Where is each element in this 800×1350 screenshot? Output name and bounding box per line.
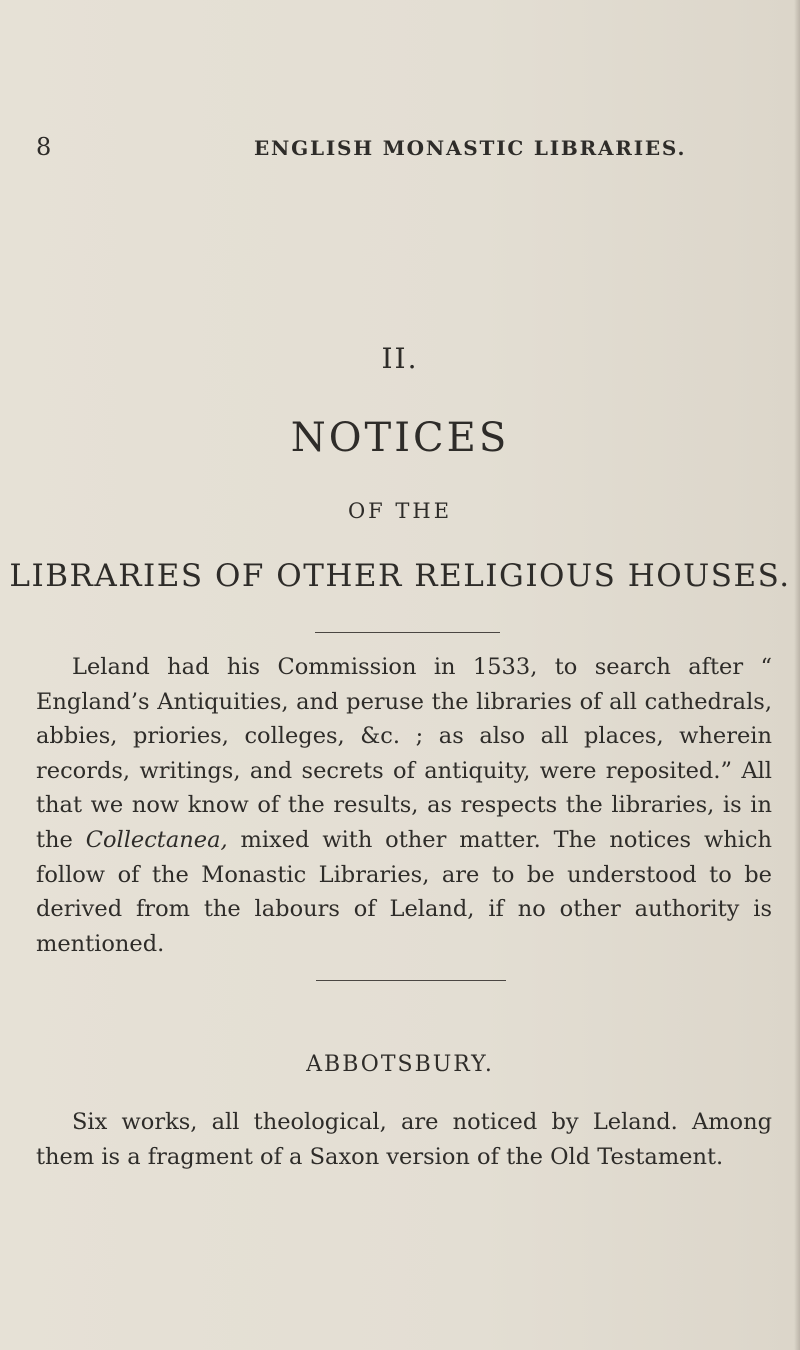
intro-text-end: mixed with other matter. The notices which follow of the Monastic Libraries, are to be understood to be derived from the labours of Leland, if no other authority is mentioned. — [36, 826, 772, 957]
section-heading: ABBOTSBURY. — [306, 1052, 494, 1077]
chapter-subtitle: LIBRARIES OF OTHER RELIGIOUS HOUSES. — [9, 558, 791, 594]
page-edge-shadow — [794, 0, 800, 1350]
running-header — [36, 133, 766, 163]
chapter-title-connector: OF THE — [347, 499, 453, 523]
intro-paragraph — [36, 650, 772, 961]
intro-italic-term: Collectanea, — [85, 826, 228, 853]
running-title: ENGLISH MONASTIC LIBRARIES. — [254, 136, 687, 160]
section-divider-rule — [316, 980, 506, 981]
divider-rule — [315, 632, 500, 633]
chapter-number: II. — [381, 342, 419, 375]
page-number: 8 — [36, 133, 52, 161]
chapter-title: NOTICES — [290, 415, 510, 461]
section-paragraph: Six works, all theological, are noticed by Leland. Among them is a fragment of a Saxon version of the Old Testament. — [36, 1109, 772, 1170]
intro-text-start: Leland had his Commission in 1533, to search after “ England’s Antiquities, and peruse the libraries of all cathedrals, abbies, priories, colleges, &c. ; as also all places, wherein records, writings, and secrets of antiquity, were reposited.” All that we now know of the results, as respects the libraries, is in the — [36, 654, 772, 853]
